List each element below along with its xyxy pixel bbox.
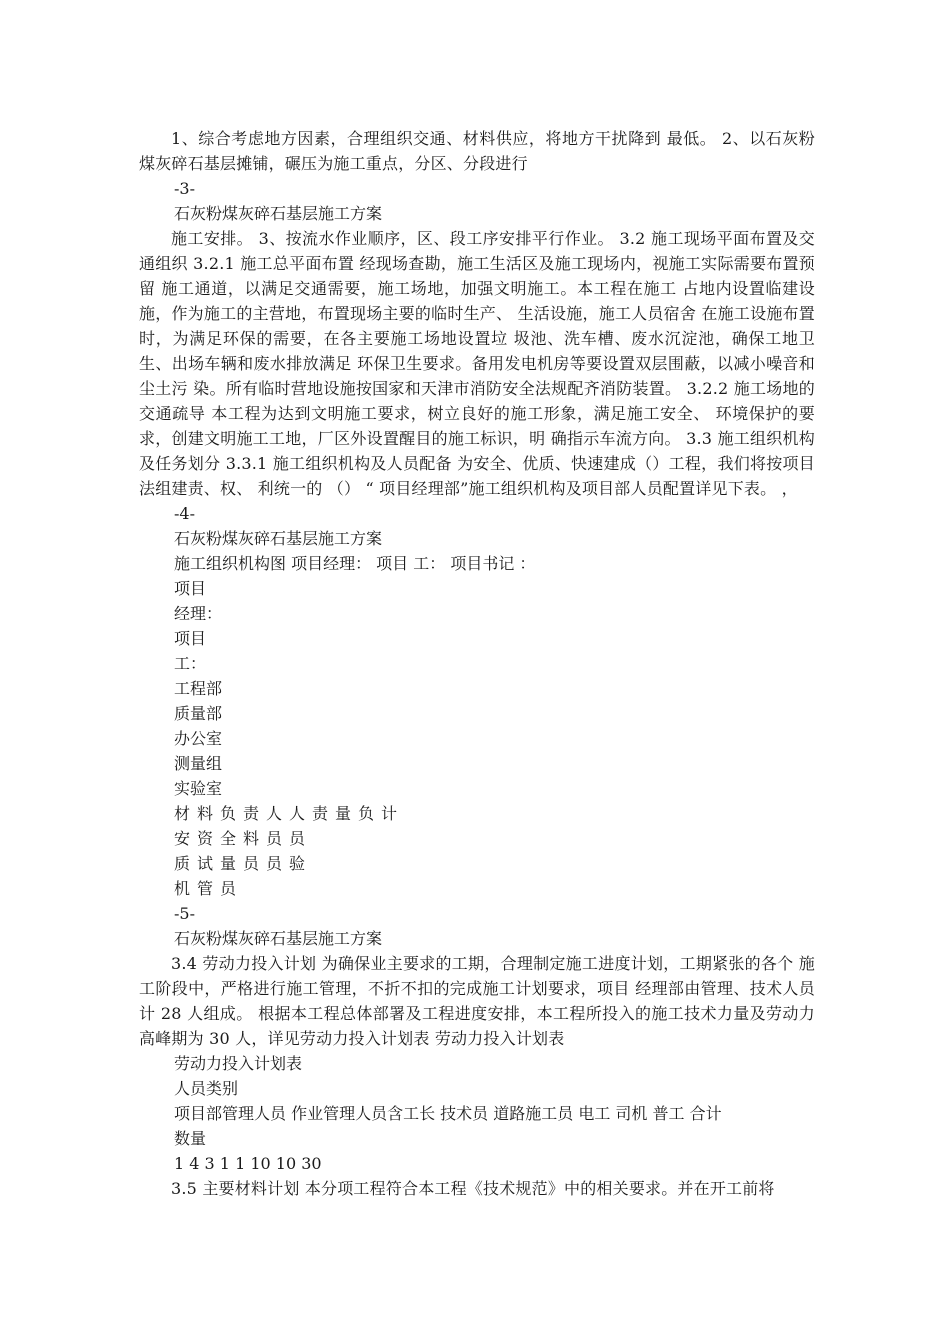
table-categories: 项目部管理人员 作业管理人员含工长 技术员 道路施工员 电工 司机 普工 合计 [174, 1104, 722, 1123]
page-number-4: -4- [174, 504, 195, 523]
table-quantity-label: 数量 [174, 1129, 207, 1148]
org-chart-title: 施工组织机构图 项目经理： 项目 工： 项目书记 ： [174, 554, 536, 573]
materials-plan-paragraph: 3.5 主要材料计划 本分项工程符合本工程《技术规范》中的相关要求。并在开工前将 [171, 1179, 775, 1198]
document-page [139, 126, 815, 1201]
staff-line: 安资全料员员 [174, 829, 313, 848]
running-header: 石灰粉煤灰碎石基层施工方案 [174, 204, 383, 223]
org-line: 经理： [174, 604, 223, 623]
intro-paragraph: 1、综合考虑地方因素，合理组织交通、材料供应，将地方干扰降到 最低。 2、以石灰粉煤灰碎石基层摊铺，碾压为施工重点，分区、分段进行 [139, 129, 815, 173]
org-line: 工： [174, 654, 207, 673]
table-header-label: 人员类别 [174, 1079, 239, 1098]
table-title: 劳动力投入计划表 [174, 1054, 303, 1073]
staff-line: 质试量员员验 [174, 854, 313, 873]
org-line: 工程部 [174, 679, 223, 698]
labor-plan-paragraph: 3.4 劳动力投入计划 为确保业主要求的工期，合理制定施工进度计划，工期紧张的各个 施工阶段中，严格进行施工管理，不折不扣的完成施工计划要求，项目 经理部由管理、技术人员计 28 人组成。 根据本工程总体部署及工程进度安排，本工程所投入的施工技术力量及劳动力高峰期为 30 人，详见劳动力投入计划表 劳动力投入计划表 [139, 954, 815, 1048]
running-header: 石灰粉煤灰碎石基层施工方案 [174, 529, 383, 548]
org-line: 项目 [174, 629, 207, 648]
org-line: 测量组 [174, 754, 223, 773]
layout-traffic-paragraph: 施工安排。 3、按流水作业顺序，区、段工序安排平行作业。 3.2 施工现场平面布置及交通组织 3.2.1 施工总平面布置 经现场查勘，施工生活区及施工现场内，视施工实际需要布置预留 施工通道，以满足交通需要，施工场地，加强文明施工。本工程在施工 占地内设置临建设施，作为施工的主营地，布置现场主要的临时生产、 生活设施，施工人员宿舍 在施工设施布置时，为满足环保的需要，在各主要施工场地设置垃 圾池、洗车槽、废水沉淀池，确保工地卫生、出场车辆和废水排放满足 环保卫生要求。备用发电机房等要设置双层围蔽，以减小噪音和尘土污 染。所有临时营地设施按国家和天津市消防安全法规配齐消防装置。 3.2.2 施工场地的交通疏导 本工程为达到文明施工要求，树立良好的施工形象，满足施工安全、 环境保护的要求，创建文明施工工地，厂区外设置醒目的施工标识，明 确指示车流方向。 3.3 施工组织机构及任务划分 3.3.1 施工组织机构及人员配备 为安全、优质、快速建成（）工程，我们将按项目法组建责、权、 利统一的 （） “ 项目经理部”施工组织机构及项目部人员配置详见下表。 ， [139, 229, 815, 498]
running-header: 石灰粉煤灰碎石基层施工方案 [174, 929, 383, 948]
page-number-5: -5- [174, 904, 195, 923]
org-line: 项目 [174, 579, 207, 598]
staff-line: 机管员 [174, 879, 244, 898]
page-number-3: -3- [174, 179, 195, 198]
org-line: 质量部 [174, 704, 223, 723]
org-line: 实验室 [174, 779, 223, 798]
staff-line: 材料负责人人责量负计 [174, 804, 405, 823]
table-quantities: 1 4 3 1 1 10 10 30 [174, 1154, 322, 1173]
org-line: 办公室 [174, 729, 223, 748]
